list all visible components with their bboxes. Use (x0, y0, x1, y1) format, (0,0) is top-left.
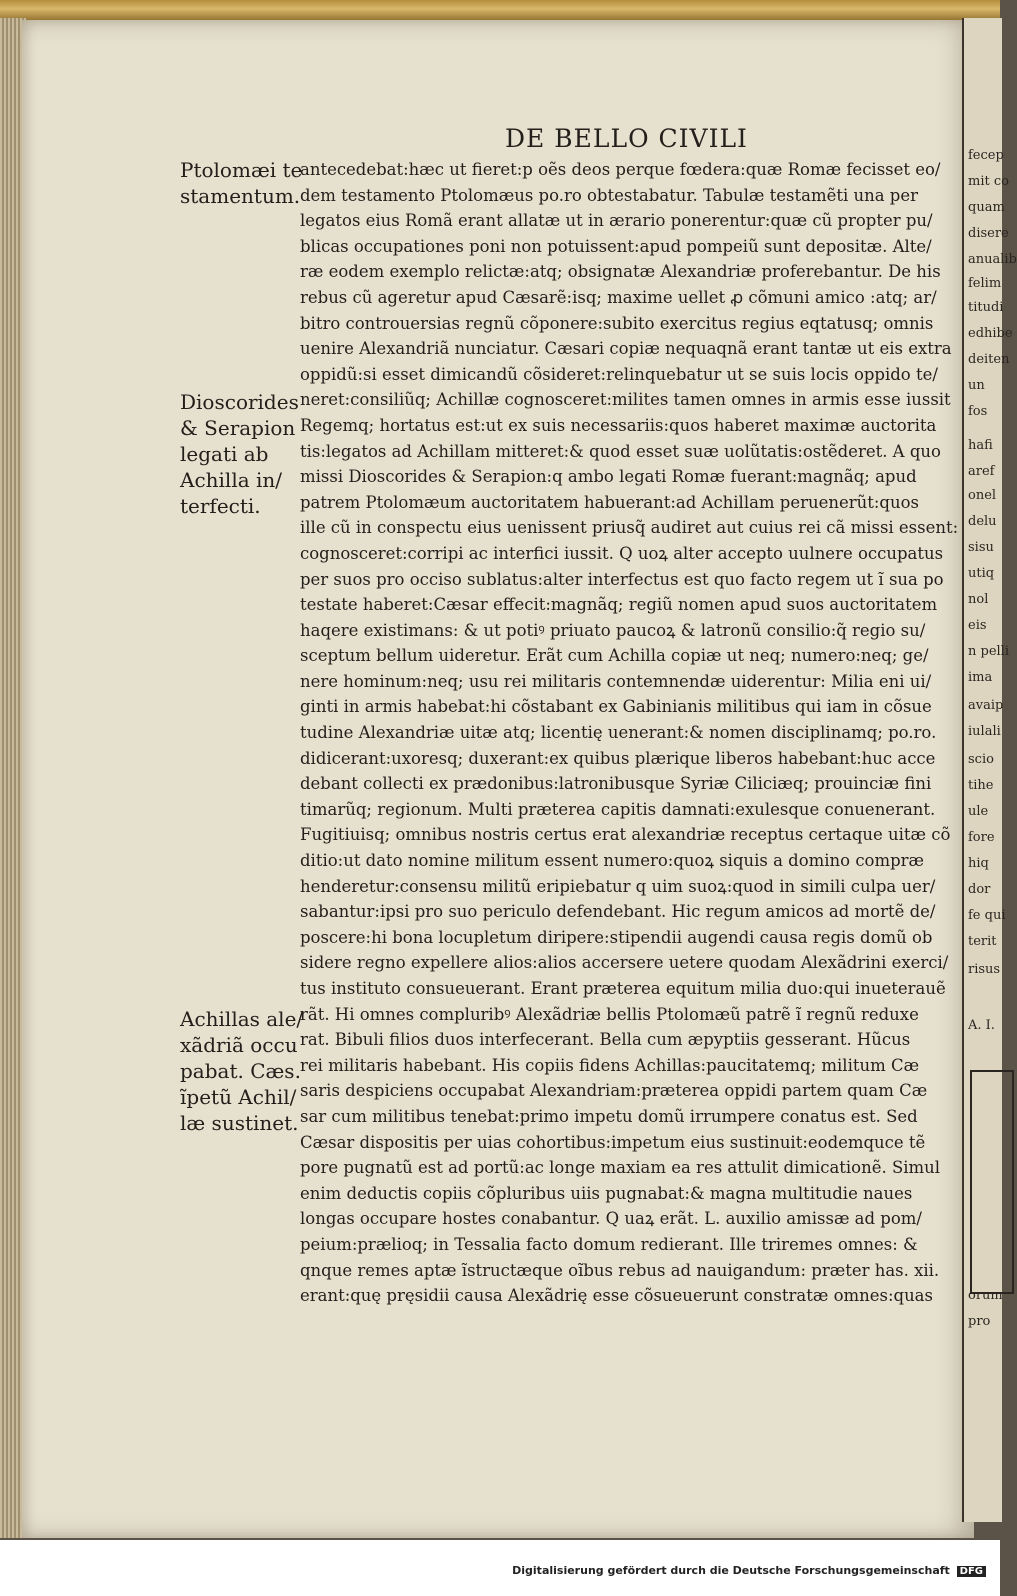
marginal-note-2 (180, 389, 299, 519)
marginal-note-line: ĩpetũ Achil/ (180, 1085, 297, 1109)
text-line: nere hominum:neq; usu rei militaris contemnendæ uiderentur: Milia eni ui/ (300, 671, 932, 691)
facing-page-fragment: edhibe (968, 326, 1013, 341)
text-line: timarũq; regionum. Multi præterea capitis damnati:exulesque conuenerant. (300, 799, 936, 819)
marginal-note-line: legati ab (180, 442, 269, 466)
facing-page-fragment: un (968, 378, 985, 393)
text-line: longas occupare hostes conabantur. Q uaꝝ erãt. L. auxilio amissæ ad pom/ (300, 1209, 922, 1229)
text-line: peium:prælioq; in Tessalia facto domum redierant. Ille triremes omnes: & (300, 1234, 918, 1254)
facing-page-fragment: deiten (968, 352, 1010, 367)
dfg-credit (512, 1564, 986, 1577)
text-line: Regemq; hortatus est:ut ex suis necessariis:quos haberet maximæ auctorita (300, 415, 937, 435)
facing-page-fragment: ima (968, 670, 993, 685)
dfg-logo: DFG (957, 1566, 986, 1577)
footer-bar (0, 1540, 1000, 1596)
text-line: antecedebat:hæc ut fieret:p oẽs deos perque fœdera:quæ Romæ fecisset eo/ (300, 160, 941, 179)
facing-page-fragment: iulali (968, 724, 1001, 739)
marginal-note-line: xãdriã occu (180, 1033, 298, 1057)
facing-page-fragment: scio (968, 752, 994, 767)
text-line: testate haberet:Cæsar effecit:magnãq; regiũ nomen apud suos auctoritatem (300, 595, 938, 615)
facing-page-fragment: disere (968, 226, 1009, 241)
text-line: Fugitiuisq; omnibus nostris certus erat alexandriæ receptus certaque uitæ cõ (300, 825, 951, 845)
text-line: missi Dioscorides & Serapion:q ambo legati Romæ fuerant:magnãq; apud (300, 467, 917, 487)
text-line: saris despiciens occupabat Alexandriam:præterea oppidi partem quam Cæ (300, 1081, 928, 1101)
marginal-note-line: pabat. Cæs. (180, 1059, 301, 1083)
text-line: legatos eius Romã erant allatæ ut in ærario ponerentur:quæ cũ propter pu/ (300, 211, 933, 231)
text-line: rãt. Hi omnes compluribꝰ Alexãdriæ bellis Ptolomæũ patrẽ ĩ regnũ reduxe (300, 1004, 919, 1024)
text-line: tus instituto consueuerant. Erant præterea equitum milia duo:qui inueterauẽ (300, 979, 946, 998)
marginal-note-line: & Serapion (180, 416, 296, 440)
text-line: cognosceret:corripi ac interfici iussit. Q uoꝝ alter accepto uulnere occupatus (300, 543, 944, 563)
text-line: uenire Alexandriã nunciatur. Cæsari copiæ nequaqnã erant tantæ ut eis extra (300, 339, 952, 359)
text-line: debant collecti ex prædonibus:latronibusque Syriæ Ciliciæq; prouinciæ fini (300, 774, 932, 794)
text-line: bitro controuersias regnũ cõponere:subito exercitus regius eqtatusq; omnis (300, 313, 934, 333)
facing-page-fragment: quam (968, 200, 1005, 215)
text-line: tudine Alexandriæ uitæ atq; licentię uenerant:& nomen disciplinamq; po.ro. (300, 723, 937, 743)
facing-page-fragment: titudi (968, 300, 1004, 315)
facing-page-fragment: onel (968, 488, 997, 503)
marginal-note-line: Ptolomæi te (180, 158, 303, 182)
facing-page-woodcut-frame (970, 1070, 1014, 1294)
running-head: DE BELLO CIVILI (505, 124, 748, 153)
text-line: rei militaris habebant. His copiis fidens Achillas:paucitatemq; militum Cæ (300, 1055, 920, 1075)
marginal-note-line: Achilla in/ (180, 468, 283, 492)
facing-page-fragment: fore (968, 830, 995, 845)
text-line: poscere:hi bona locupletum diripere:stipendii augendi causa regis domũ ob (300, 927, 933, 947)
text-line: dem testamento Ptolomæus po.ro obtestabatur. Tabulæ testamẽti una per (300, 185, 918, 205)
text-line: ræ eodem exemplo relictæ:atq; obsignatæ Alexandriæ proferebantur. De his (300, 262, 941, 282)
facing-page-fragment: fe qui (968, 908, 1006, 923)
text-line: henderetur:consensu militũ eripiebatur q uim suoꝝ:quod in simili culpa uer/ (300, 876, 936, 896)
text-line: tis:legatos ad Achillam mitteret:& quod esset suæ uolũtatis:ostẽderet. A quo (300, 441, 941, 461)
text-line: Cæsar dispositis per uias cohortibus:impetum eius sustinuit:eodemquce tẽ (300, 1132, 926, 1152)
facing-page-fragment: nol (968, 592, 989, 607)
facing-page-fragment: hafi (968, 438, 993, 453)
facing-page-fragment: felim (968, 276, 1002, 291)
text-line: blicas occupationes poni non potuissent:apud pompeiũ sunt depositæ. Alte/ (300, 236, 932, 256)
facing-page-fragment: aref (968, 464, 995, 479)
text-line: oppidũ:si esset dimicandũ cõsideret:relinquebatur ut se suis locis oppido te/ (300, 364, 938, 384)
marginal-note-line: stamentum. (180, 184, 301, 208)
facing-page-fragment: sisu (968, 540, 994, 555)
facing-page-fragment: terit (968, 934, 997, 949)
marginal-note-line: terfecti. (180, 494, 261, 518)
marginal-note-line: læ sustinet. (180, 1111, 299, 1135)
text-line: ginti in armis habebat:hi cõstabant ex Gabinianis militibus qui iam in cõsue (300, 697, 932, 717)
facing-page-fragment: risus (968, 962, 1001, 977)
facing-page-fragment: fecep (968, 148, 1004, 163)
marginal-note-1 (180, 157, 302, 209)
main-text-block (300, 157, 960, 1309)
text-line: sidere regno expellere alios:alios accersere uetere quodam Alexãdrini exerci/ (300, 953, 949, 973)
marginal-note-line: Dioscorides (180, 390, 299, 414)
facing-page-fragment: eis (968, 618, 987, 633)
text-line: patrem Ptolomæum auctoritatem habuerant:ad Achillam peruenerũt:quos (300, 492, 919, 512)
facing-page-fragment: delu (968, 514, 997, 529)
marginal-note-line: Achillas ale/ (180, 1007, 304, 1031)
facing-page-fragment: n pelli (968, 644, 1009, 659)
text-line: didicerant:uxoresq; duxerant:ex quibus plærique liberos habebant:huc acce (300, 748, 936, 768)
text-line: enim deductis copiis cõpluribus uiis pugnabat:& magna multitudie naues (300, 1183, 913, 1203)
facing-page-fragment: pro (968, 1314, 991, 1329)
text-line: qnque remes aptæ ĩstructæque oĩbus rebus ad nauigandum: præter has. xii. (300, 1260, 940, 1280)
text-line: sabantur:ipsi pro suo periculo defendebant. Hic regum amicos ad mortẽ de/ (300, 902, 936, 922)
facing-page-fragment: ule (968, 804, 989, 819)
text-line: pore pugnatũ est ad portũ:ac longe maxiam ea res attulit dimicationẽ. Simul (300, 1158, 941, 1178)
facing-page-fragment: avaip (968, 698, 1004, 713)
book-top-edge (0, 0, 1000, 22)
facing-page-fragment: fos (968, 404, 988, 419)
text-line: sar cum militibus tenebat:primo impetu domũ irrumpere conatus est. Sed (300, 1106, 918, 1126)
facing-page-fragment: A. I. (968, 1018, 995, 1033)
facing-page (962, 18, 1017, 1522)
text-line: per suos pro occiso sublatus:alter interfectus est quo facto regem ut ĩ sua po (300, 569, 944, 589)
marginal-note-3 (180, 1006, 303, 1136)
text-line: rat. Bibuli filios duos interfecerant. Bella cum æpyptiis gesserant. Hũcus (300, 1030, 911, 1050)
text-line: sceptum bellum uideretur. Erãt cum Achilla copiæ ut neq; numero:neq; ge/ (300, 646, 929, 666)
text-line: neret:consiliũq; Achillæ cognosceret:milites tamen omnes in armis esse iussit (300, 390, 951, 410)
facing-page-fragment: anualib (968, 252, 1017, 267)
facing-page-fragment: utiq (968, 566, 995, 581)
text-line: ditio:ut dato nomine militum essent numero:quoꝝ siquis a domino compræ (300, 851, 925, 871)
facing-page-fragment: dor (968, 882, 991, 897)
facing-page-fragment: orum (968, 1288, 1003, 1303)
facing-page-fragment: tihe (968, 778, 994, 793)
facing-page-fragment: hiq (968, 856, 989, 871)
text-line: erant:quę pręsidii causa Alexãdrię esse cõsueuerunt constratæ omnes:quas (300, 1286, 933, 1306)
text-line: rebus cũ ageretur apud Cæsarẽ:isq; maxime uellet ꝓ cõmuni amico :atq; ar/ (300, 287, 937, 307)
dfg-credit-text: Digitalisierung gefördert durch die Deutsche Forschungsgemeinschaft (512, 1564, 950, 1577)
text-line: haqere existimans: & ut potiꝰ priuato paucoꝝ & latronũ consilio:q̃ regio su/ (300, 620, 926, 640)
text-line: ille cũ in conspectu eius uenissent priusq̃ audiret aut cuius rei cã missi essent: (300, 518, 959, 538)
facing-page-fragment: mit co (968, 174, 1009, 189)
